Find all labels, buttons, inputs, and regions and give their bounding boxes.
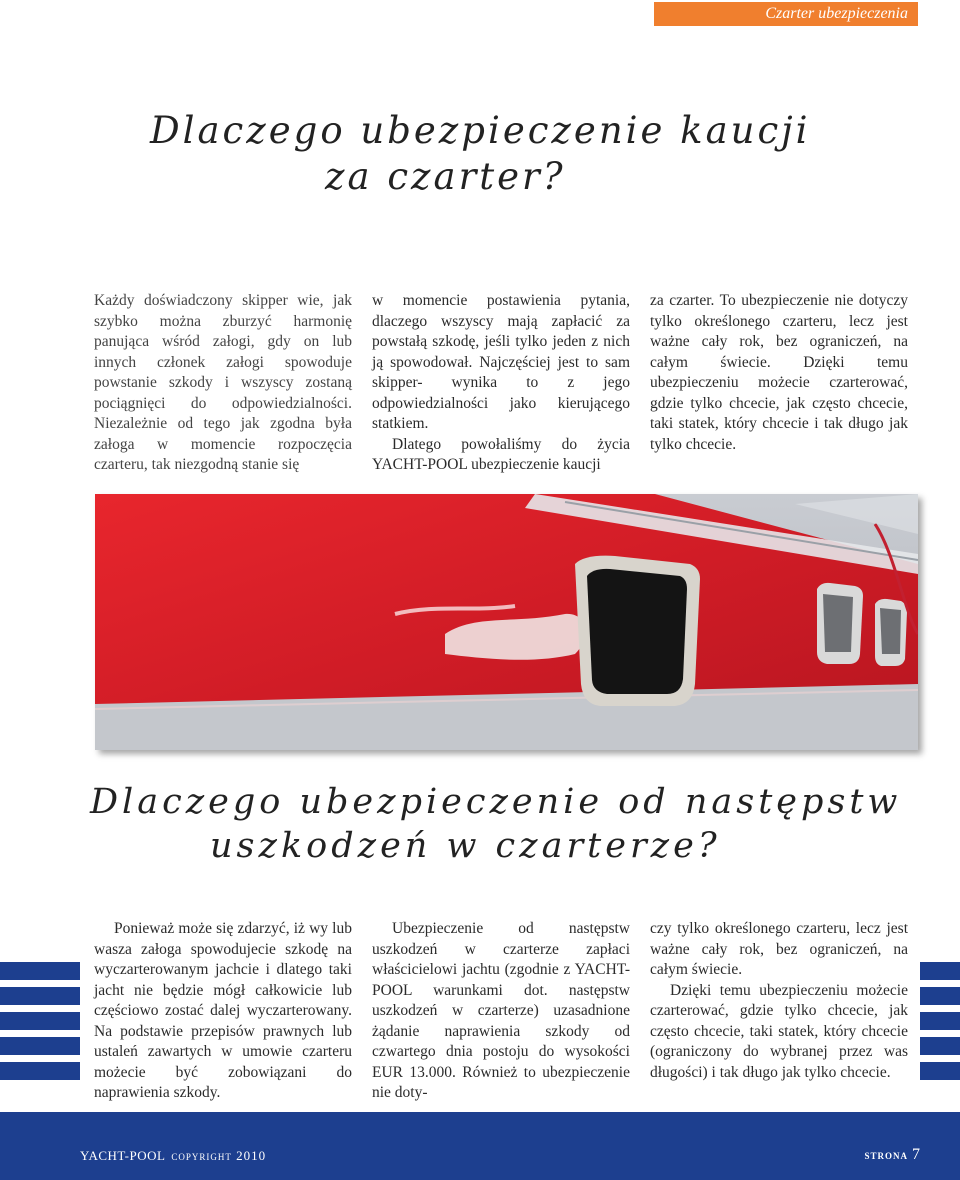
decorative-stripe — [0, 1012, 80, 1030]
page-number: 7 — [912, 1146, 920, 1163]
damaged-hull-photo — [95, 494, 918, 750]
footer-bar — [0, 1112, 960, 1180]
decorative-stripe — [0, 1062, 80, 1080]
section2-column-3-para2: Dzięki temu ubezpieczeniu możecie czarterować, gdzie tylko chcecie, jak często chcecie, taki statek, który chcecie (ograniczony do wybranej przez was długości) i tak długo jak tylko chcecie. — [650, 981, 908, 1081]
section2-column-1-para1: Ponieważ może się zdarzyć, iż wy lub wasza załoga spowodujecie szkodę na wyczarterowanym jachcie i dlatego taki jacht nie będzie mógł całkowicie lub częściowo zostać dalej wyczarterowany. Na podstawie przepisów prawnych lub ustaleń zawartych w umowie czarteru możecie być zobowiązani do naprawienia szkody. — [94, 920, 352, 1101]
decorative-stripe — [920, 962, 960, 980]
section2-title-line2: uszkodzeń w czarterze? — [210, 826, 721, 866]
section2-column-3 — [650, 919, 908, 1083]
section2-title-line1: Dlaczego ubezpieczenie od następstw — [90, 782, 902, 822]
section1-column-2-para2: Dlatego powołaliśmy do życia YACHT-POOL ubezpieczenie kaucji — [372, 435, 630, 473]
section1-column-3: za czarter. To ubezpieczenie nie dotyczy tylko określonego czarteru, lecz jest ważne cały rok, bez ograniczeń, na całym świecie. Dzięki temu ubezpieczeniu możecie czarterować, gdzie tylko chcecie, jak często chcecie, taki statek, który chcecie i tak długo jak tylko chcecie. — [650, 292, 908, 453]
section1-title — [150, 108, 810, 200]
decorative-stripe — [920, 1037, 960, 1055]
section2-column-2-para1: Ubezpieczenie od następstw uszkodzeń w czarterze zapłaci właścicielowi jachtu (zgodnie z YACHT-POOL warunkami dot. następstw uszkodzeń w czarterze) uzasadnione żądanie naprawienia szkody od czwartego dnia postoju do wysokości EUR 13.000. Również to ubezpieczenie nie doty- — [372, 920, 630, 1101]
decorative-stripe — [920, 1012, 960, 1030]
section2-column-2 — [372, 919, 630, 1104]
section2-title — [90, 780, 901, 868]
footer-brand: YACHT-POOL — [80, 1148, 166, 1163]
section2-column-3-para1: czy tylko określonego czarteru, lecz jest ważne cały rok, bez ograniczeń, na całym świecie. — [650, 920, 908, 978]
decorative-stripe — [920, 1062, 960, 1080]
page-label: strona — [864, 1147, 908, 1162]
section1-column-2 — [372, 291, 630, 476]
section1-column-2-para1: w momencie postawienia pytania, dlaczego wszyscy mają zapłacić za powstałą szkodę, jeśli tylko jeden z nich ją spowodował. Najczęściej jest to sam skipper- wynika to z jego odpowiedzialności jako kierującego statkiem. — [372, 292, 630, 432]
section1-column-1: Każdy doświadczony skipper wie, jak szybko można zburzyć harmonię panująca wśród załogi, gdy on lub innych członek załogi spowoduje powstanie szkody i wszyscy zostaną pociągnięci do odpowiedzialności. Niezależnie od tego jak zgodna była załoga w momencie rozpoczęcia czarteru, tak niezgodną stanie się — [94, 292, 352, 473]
section-tag: Czarter ubezpieczenia — [654, 2, 918, 26]
page-number-block — [864, 1146, 920, 1164]
decorative-stripe — [0, 962, 80, 980]
damaged-hull-illustration — [95, 494, 918, 750]
footer-copyright — [80, 1148, 266, 1164]
section2-column-1 — [94, 919, 352, 1104]
footer-copyright-text: copyright 2010 — [171, 1148, 267, 1163]
decorative-stripe — [920, 987, 960, 1005]
section1-title-line2: za czarter? — [325, 155, 566, 198]
section1-title-line1: Dlaczego ubezpieczenie kaucji — [150, 109, 811, 152]
decorative-stripe — [0, 987, 80, 1005]
decorative-stripe — [0, 1037, 80, 1055]
